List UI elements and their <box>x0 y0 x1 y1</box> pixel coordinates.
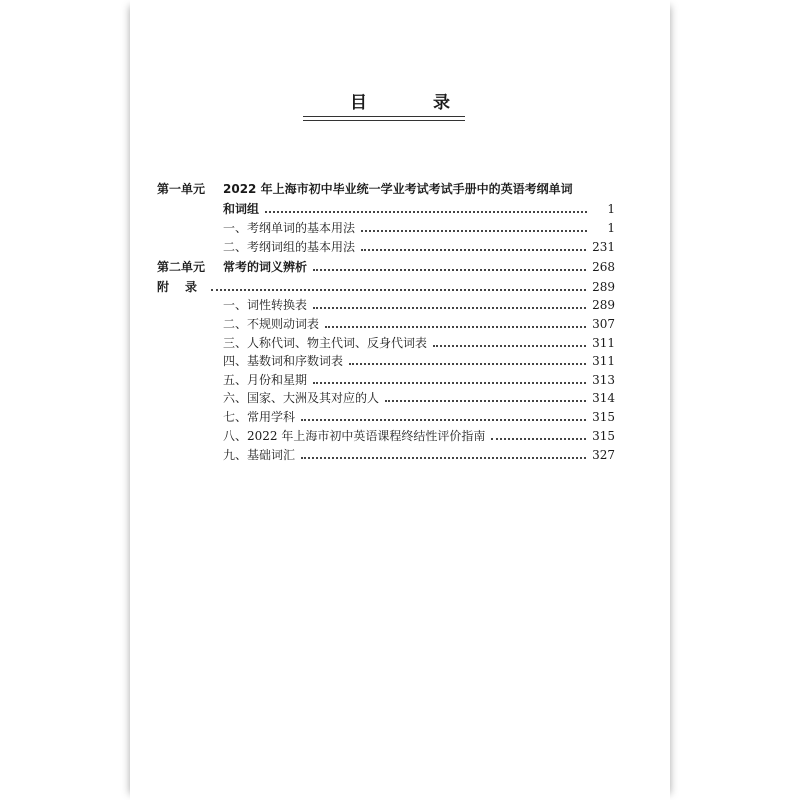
toc-entry-text: 九、基础词汇 <box>223 448 296 462</box>
toc-entry-appendix[interactable] <box>157 278 615 296</box>
toc-entry[interactable] <box>223 315 615 333</box>
leader-dots <box>313 381 586 384</box>
leader-dots <box>325 325 586 328</box>
toc-page-number: 1 <box>607 202 615 216</box>
toc-entry[interactable] <box>223 446 615 464</box>
leader-dots <box>491 437 586 440</box>
leader-dots <box>361 248 586 251</box>
toc-entry-text: 一、考纲单词的基本用法 <box>223 221 356 235</box>
toc-entry-text: 常考的词义辨析 <box>223 260 308 274</box>
leader-dots <box>265 210 587 213</box>
toc-entry-text: 二、不规则动词表 <box>223 317 320 331</box>
toc-entry-text: 和词组 <box>223 202 260 216</box>
leader-dots <box>301 456 586 459</box>
toc-entry[interactable] <box>223 408 615 426</box>
title-underline <box>303 116 465 121</box>
toc-unit-label: 第一单元 <box>157 182 206 196</box>
toc-unit-label: 第二单元 <box>157 260 206 274</box>
leader-dots <box>361 229 587 232</box>
toc-entry[interactable] <box>223 389 615 407</box>
toc-entry-text: 2022 年上海市初中毕业统一学业考试考试手册中的英语考纲单词 <box>223 182 573 196</box>
toc-page-number: 315 <box>592 429 615 443</box>
leader-dots <box>313 268 586 271</box>
toc-page-number: 311 <box>592 336 615 350</box>
leader-dots <box>349 362 586 365</box>
leader-dots <box>313 306 586 309</box>
toc-page-number: 268 <box>592 260 615 274</box>
toc-entry[interactable] <box>223 334 615 352</box>
toc-entry-unit-1[interactable] <box>157 180 617 198</box>
toc-entry[interactable] <box>223 238 615 256</box>
toc-unit-label: 附 录 <box>157 280 200 294</box>
leader-dots <box>385 399 586 402</box>
toc-page-number: 289 <box>592 298 615 312</box>
toc-entry[interactable] <box>223 371 615 389</box>
toc-entry-text: 八、2022 年上海市初中英语课程终结性评价指南 <box>223 429 486 443</box>
toc-page-number: 313 <box>592 373 615 387</box>
toc-title: 目 录 <box>350 93 480 113</box>
toc-page-number: 327 <box>592 448 615 462</box>
toc-entry-text: 三、人称代词、物主代词、反身代词表 <box>223 336 428 350</box>
toc-entry-text: 七、常用学科 <box>223 410 296 424</box>
toc-page-number: 289 <box>592 280 615 294</box>
toc-entry[interactable] <box>223 427 615 445</box>
leader-dots <box>433 344 586 347</box>
toc-entry[interactable] <box>223 352 615 370</box>
toc-page-number: 315 <box>592 410 615 424</box>
toc-page-number: 1 <box>607 221 615 235</box>
toc-page-number: 311 <box>592 354 615 368</box>
toc-entry-unit-1-cont[interactable] <box>223 200 615 218</box>
toc-page-number: 307 <box>592 317 615 331</box>
toc-entry[interactable] <box>223 296 615 314</box>
toc-entry-text: 六、国家、大洲及其对应的人 <box>223 391 380 405</box>
leader-dots <box>211 288 586 291</box>
toc-entry[interactable] <box>223 219 615 237</box>
toc-entry-text: 五、月份和星期 <box>223 373 308 387</box>
toc-entry-unit-2[interactable] <box>157 258 615 276</box>
toc-entry-text: 一、词性转换表 <box>223 298 308 312</box>
toc-page-number: 231 <box>592 240 615 254</box>
toc-entry-text: 二、考纲词组的基本用法 <box>223 240 356 254</box>
leader-dots <box>301 418 586 421</box>
toc-page-number: 314 <box>592 391 615 405</box>
toc-entry-text: 四、基数词和序数词表 <box>223 354 344 368</box>
